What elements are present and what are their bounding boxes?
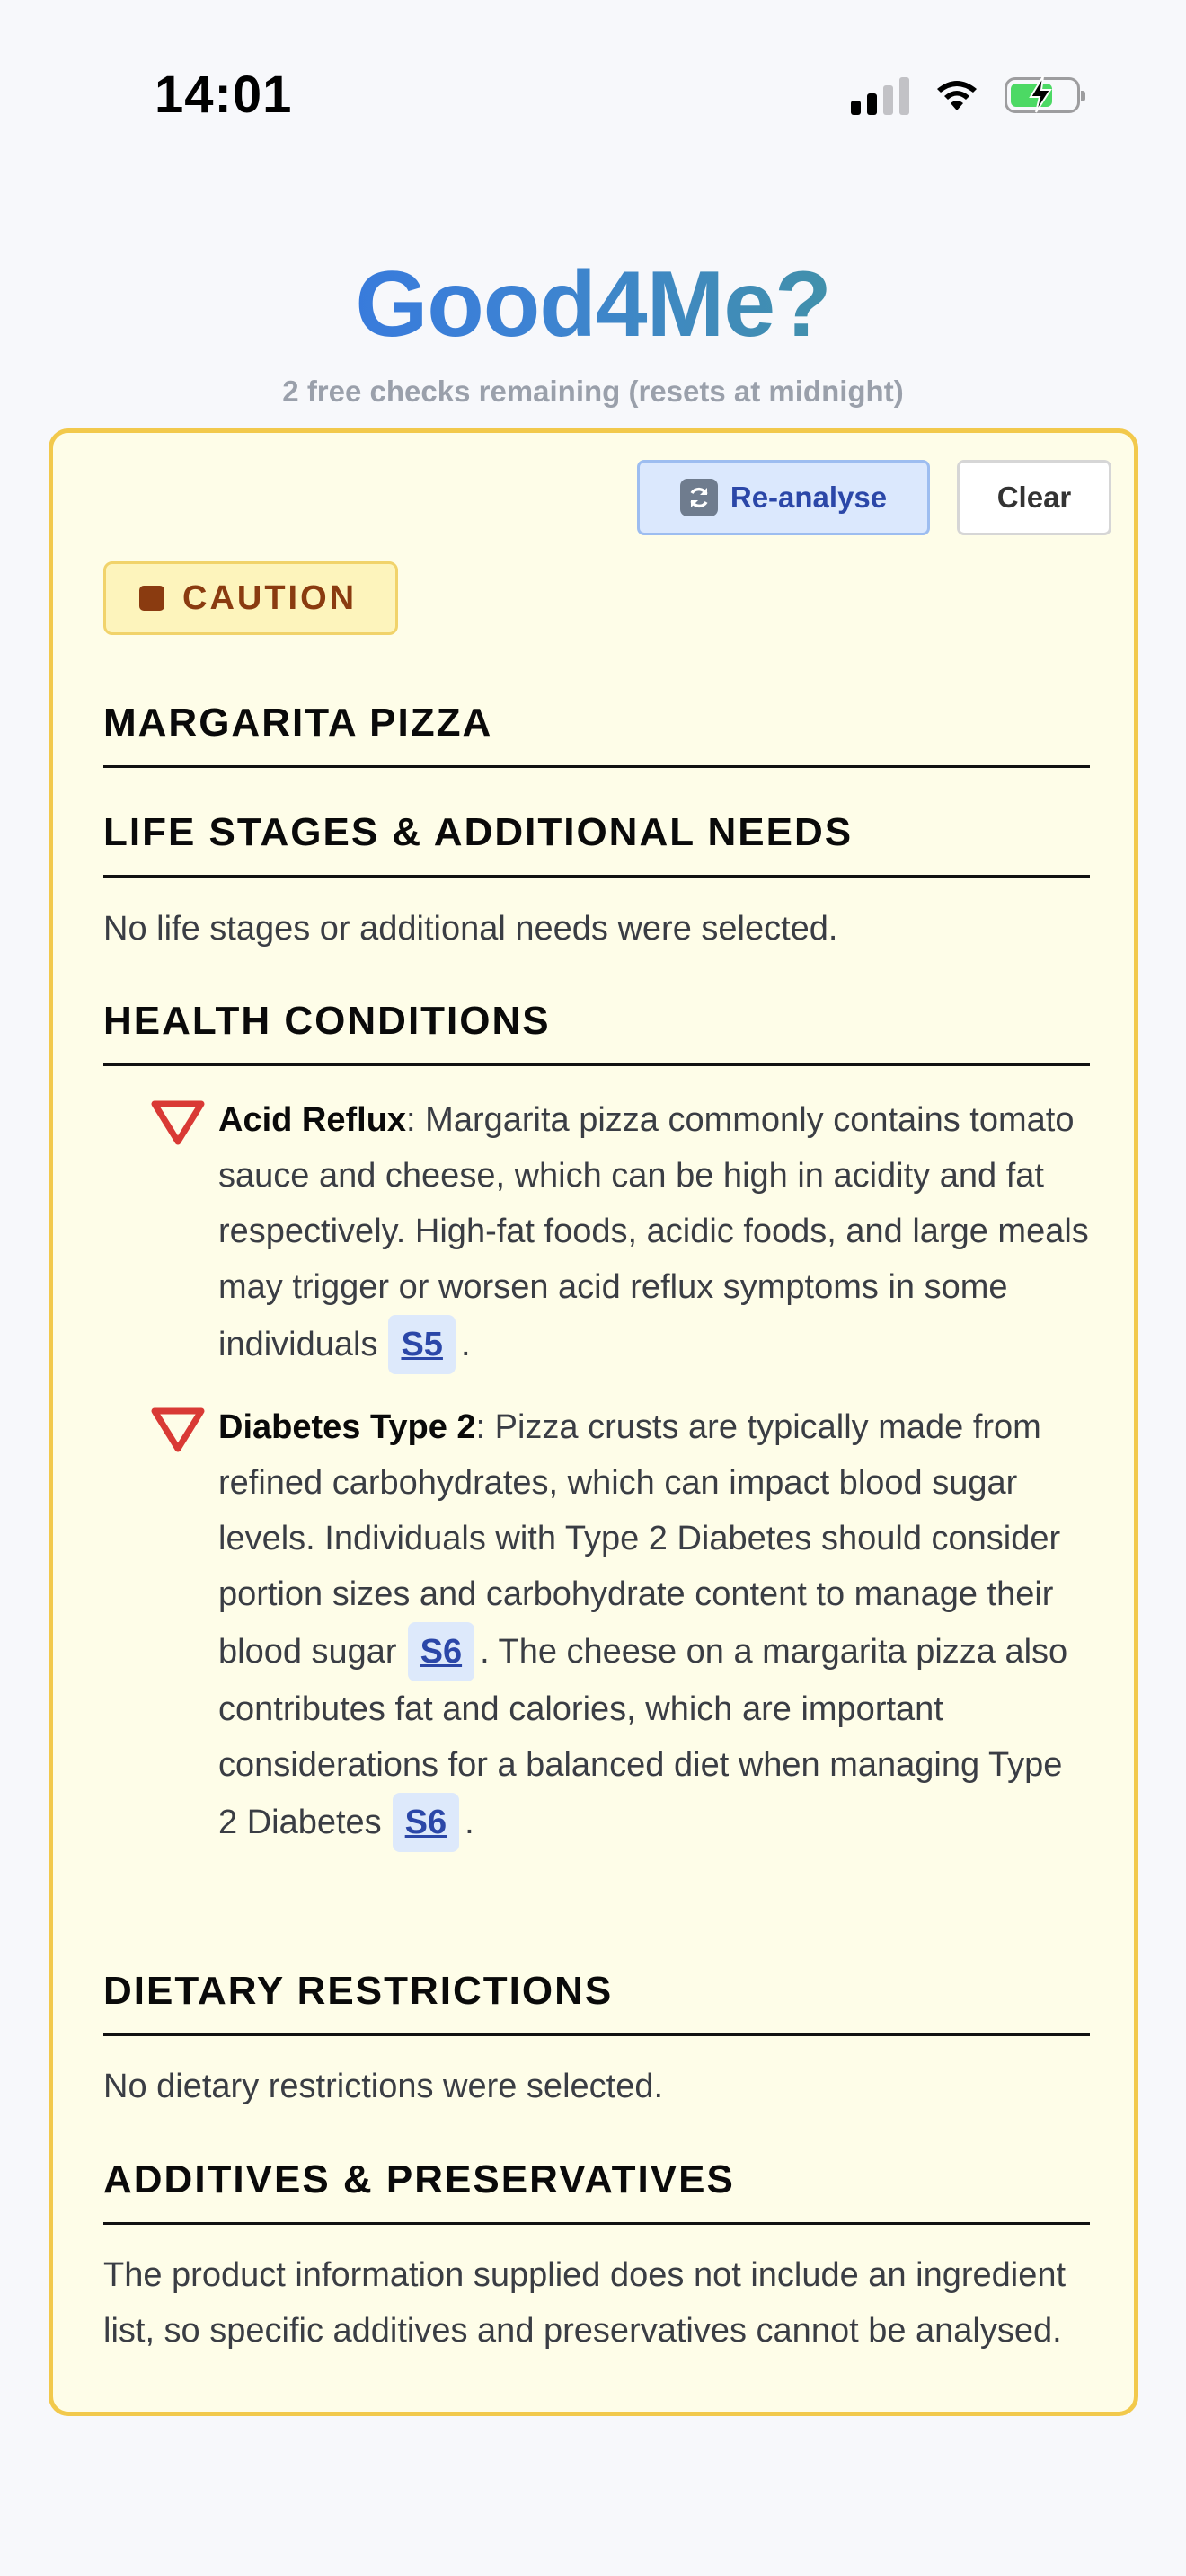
condition-description: : Pizza crusts are typically made from refined carbohydrates, which can impact blood sugar levels. Individuals with Type 2 Diabetes should consider portion sizes and carbohydrate content to manage their blood sugar — [218, 1408, 1061, 1671]
wifi-icon — [934, 78, 979, 112]
condition-name: Acid Reflux — [218, 1101, 407, 1139]
source-link-s6[interactable]: S6 — [393, 1793, 459, 1852]
clear-button[interactable]: Clear — [957, 460, 1111, 535]
additives-heading: ADDITIVES & PRESERVATIVES — [103, 2157, 1090, 2225]
result-card — [49, 428, 1138, 2416]
life-stages-text: No life stages or additional needs were selected. — [103, 910, 838, 948]
condition-name: Diabetes Type 2 — [218, 1408, 476, 1446]
life-stages-heading: LIFE STAGES & ADDITIONAL NEEDS — [103, 810, 1090, 878]
battery-charging-icon — [1005, 77, 1080, 113]
status-icons — [851, 75, 1080, 115]
source-link-s5[interactable]: S5 — [388, 1315, 455, 1374]
additives-text: The product information supplied does not include an ingredient list, so specific additives and preservatives cannot be analysed. — [103, 2256, 1067, 2350]
condition-item-acid-reflux — [150, 1092, 1090, 1374]
warning-triangle-icon — [150, 1099, 206, 1146]
refresh-icon — [680, 479, 718, 516]
app-title: Good4Me? — [0, 251, 1186, 358]
checks-remaining-text: 2 free checks remaining (resets at midnight) — [282, 375, 904, 408]
condition-text-end: . — [465, 1804, 474, 1841]
product-name-heading: MARGARITA PIZZA — [103, 701, 1090, 768]
source-link-s6[interactable]: S6 — [408, 1622, 474, 1681]
condition-description-continued: . The cheese on a margarita pizza also contributes fat and calories, which are important considerations for a balanced diet when managing Type 2 Diabetes — [218, 1633, 1068, 1841]
condition-text — [218, 1092, 1090, 1374]
caution-square-icon — [139, 586, 164, 611]
status-time: 14:01 — [155, 66, 293, 124]
health-conditions-heading: HEALTH CONDITIONS — [103, 999, 1090, 1066]
condition-text — [218, 1399, 1090, 1852]
dietary-restrictions-heading: DIETARY RESTRICTIONS — [103, 1969, 1090, 2036]
signal-icon — [851, 75, 909, 115]
condition-description: : Margarita pizza commonly contains tomato sauce and cheese, which can be high in acidity and fat respectively. High-fat foods, acidic foods, and large meals may trigger or worsen acid reflux symptoms in some individuals — [218, 1101, 1089, 1363]
status-badge — [103, 561, 398, 635]
warning-triangle-icon — [150, 1407, 206, 1453]
condition-item-diabetes-type-2-content — [150, 1399, 1090, 1852]
status-bar — [0, 0, 1186, 180]
reanalyse-label: Re-analyse — [730, 481, 888, 514]
reanalyse-button[interactable] — [637, 460, 930, 535]
condition-text-end: . — [460, 1326, 471, 1363]
status-badge-label: CAUTION — [182, 578, 358, 617]
dietary-restrictions-text: No dietary restrictions were selected. — [103, 2068, 664, 2105]
